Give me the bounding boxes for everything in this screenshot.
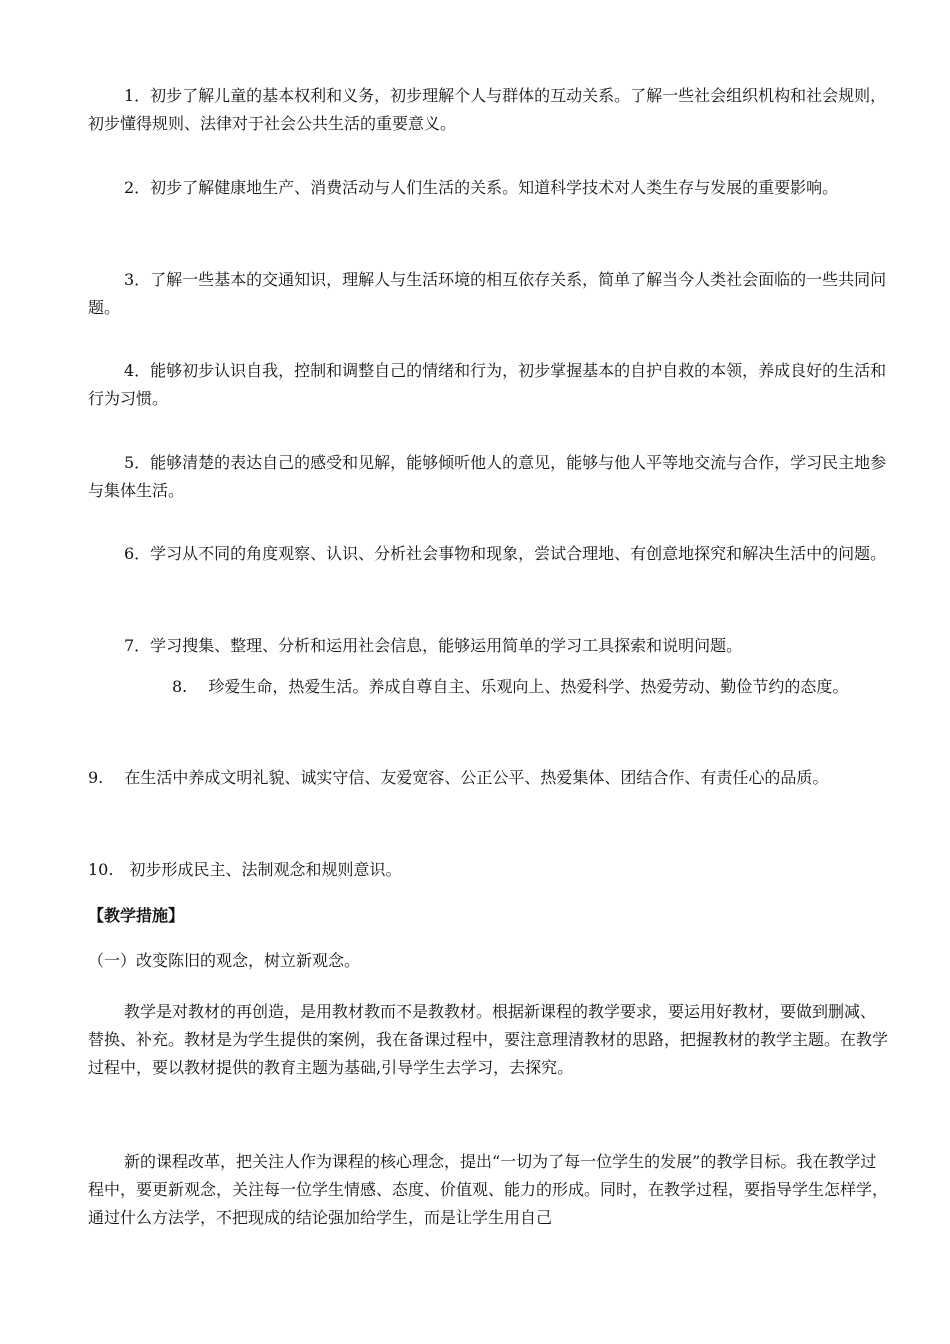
body-paragraph: 新的课程改革，把关注人作为课程的核心理念，提出“一切为了每一位学生的发展”的教学目标。我在教学过程中，要更新观念，关注每一位学生情感、态度、价值观、能力的形成。同时，在教学过程，要指导学生怎样学，通过什么方法学，不把现成的结论强加给学生，而是让学生用自己 bbox=[88, 1152, 889, 1227]
list-item: 9. 在生活中养成文明礼貌、诚实守信、友爱宽容、公正公平、热爱集体、团结合作、有责任心的品质。 bbox=[88, 768, 829, 787]
list-item: 4．能够初步认识自我，控制和调整自己的情绪和行为，初步掌握基本的自护自救的本领，养成良好的生活和行为习惯。 bbox=[88, 361, 887, 408]
subsection-heading: （一）改变陈旧的观念，树立新观念。 bbox=[88, 951, 361, 970]
list-item: 5．能够清楚的表达自己的感受和见解，能够倾听他人的意见，能够与他人平等地交流与合作，学习民主地参与集体生活。 bbox=[88, 453, 887, 500]
list-item: 7．学习搜集、整理、分析和运用社会信息，能够运用简单的学习工具探索和说明问题。 bbox=[124, 636, 743, 655]
list-item: 6．学习从不同的角度观察、认识、分析社会事物和现象，尝试合理地、有创意地探究和解决生活中的问题。 bbox=[124, 544, 887, 563]
list-item: 8. 珍爱生命，热爱生活。养成自尊自主、乐观向上、热爱科学、热爱劳动、勤俭节约的态度。 bbox=[172, 677, 849, 696]
list-item: 3．了解一些基本的交通知识，理解人与生活环境的相互依存关系，简单了解当今人类社会面临的一些共同问题。 bbox=[88, 270, 887, 317]
list-item: 10. 初步形成民主、法制观念和规则意识。 bbox=[88, 860, 402, 879]
list-item: 2．初步了解健康地生产、消费活动与人们生活的关系。知道科学技术对人类生存与发展的重要影响。 bbox=[124, 178, 839, 197]
section-heading: 【教学措施】 bbox=[88, 906, 185, 925]
list-item: 1．初步了解儿童的基本权利和义务，初步理解个人与群体的互动关系。了解一些社会组织机构和社会规则，初步懂得规则、法律对于社会公共生活的重要意义。 bbox=[88, 86, 887, 133]
body-paragraph: 教学是对教材的再创造，是用教材教而不是教教材。根据新课程的教学要求，要运用好教材，要做到删减、替换、补充。教材是为学生提供的案例，我在备课过程中，要注意理清教材的思路，把握教材的教学主题。在教学过程中，要以教材提供的教育主题为基础,引导学生去学习，去探究。 bbox=[88, 1002, 889, 1077]
